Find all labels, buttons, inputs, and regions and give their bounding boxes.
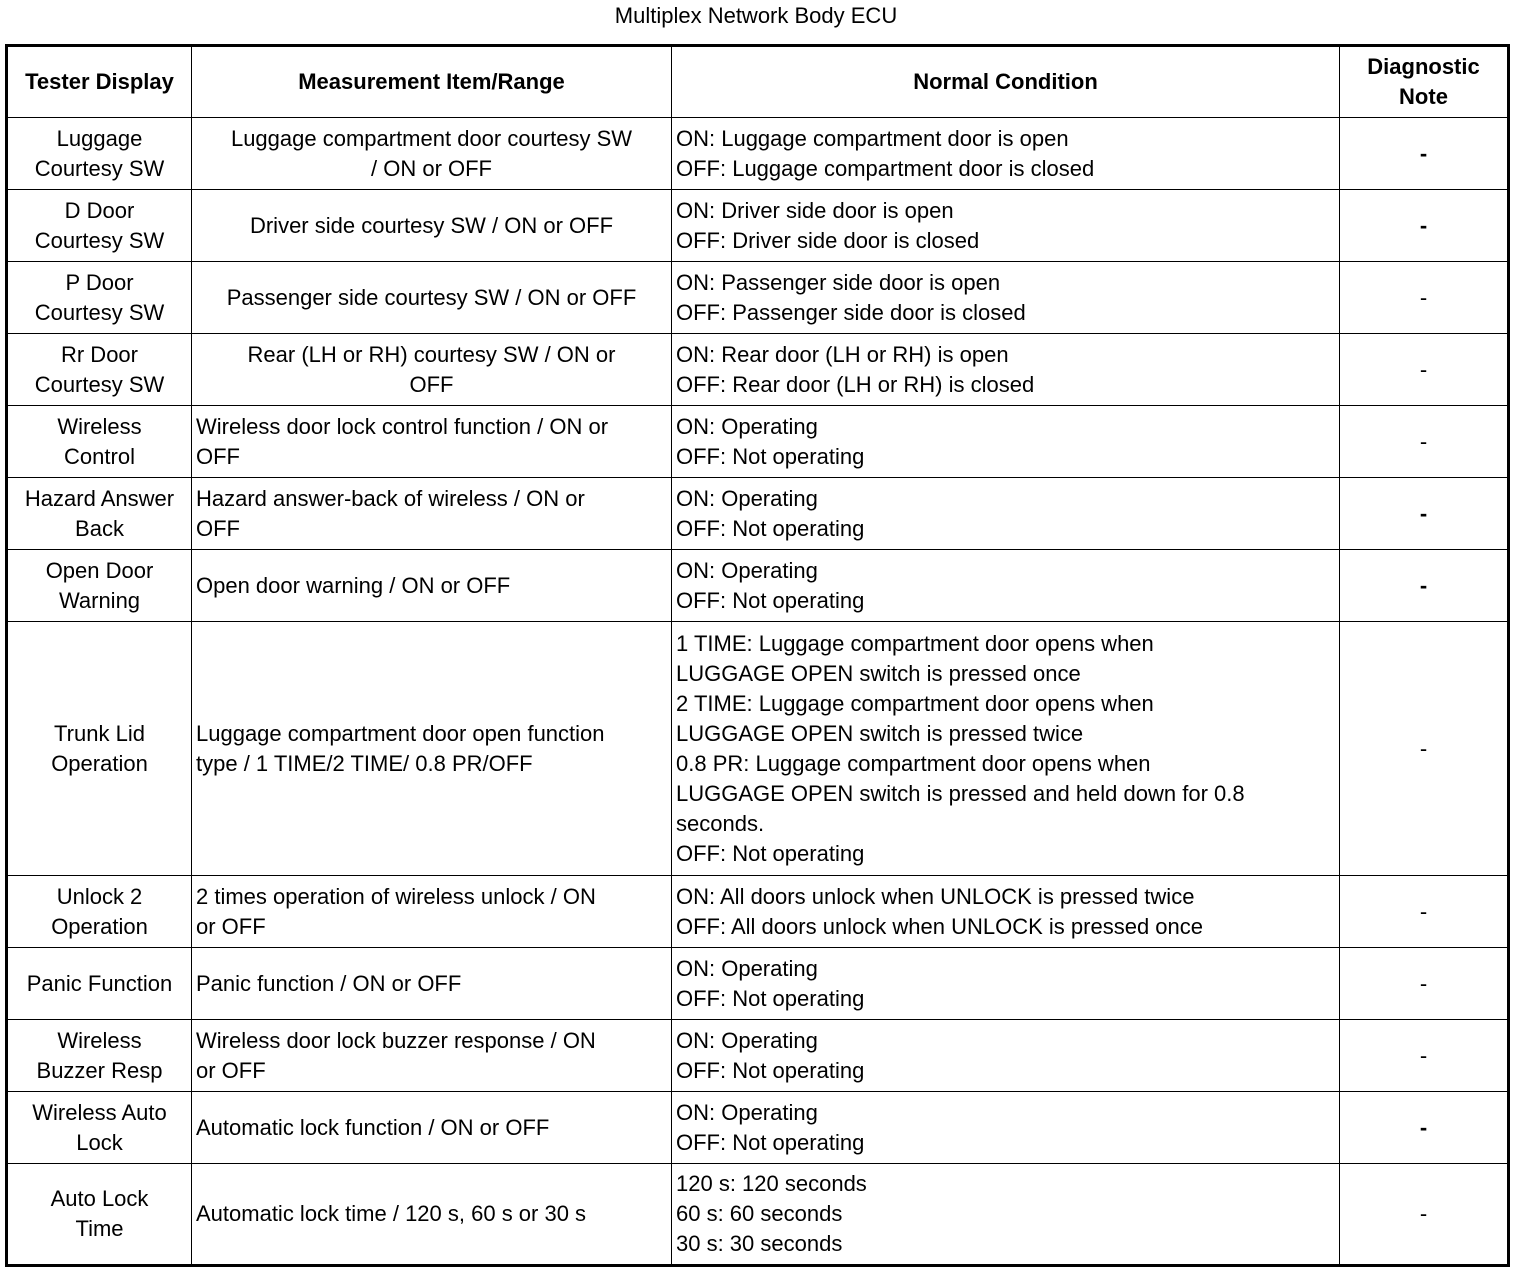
table-row — [7, 1020, 1509, 1092]
table-row — [7, 622, 1509, 876]
tester-display-cell: Wireless Auto Lock — [7, 1092, 192, 1164]
measurement-cell: Wireless door lock control function / ON or OFF — [192, 406, 672, 478]
normal-condition-cell: ON: Operating OFF: Not operating — [672, 550, 1340, 622]
measurement-cell: Wireless door lock buzzer response / ON or OFF — [192, 1020, 672, 1092]
table-row — [7, 334, 1509, 406]
measurement-cell: Automatic lock function / ON or OFF — [192, 1092, 672, 1164]
measurement-cell: Passenger side courtesy SW / ON or OFF — [192, 262, 672, 334]
table-row — [7, 118, 1509, 190]
table-row — [7, 406, 1509, 478]
table-row — [7, 1164, 1509, 1266]
measurement-cell: Hazard answer-back of wireless / ON or OFF — [192, 478, 672, 550]
tester-display-cell: Auto Lock Time — [7, 1164, 192, 1266]
table-row — [7, 876, 1509, 948]
header-row — [7, 46, 1509, 118]
page-title: Multiplex Network Body ECU — [614, 3, 898, 28]
table-row — [7, 948, 1509, 1020]
diagnostic-note-cell: - — [1340, 550, 1509, 622]
tester-display-cell: Wireless Buzzer Resp — [7, 1020, 192, 1092]
normal-condition-cell: 120 s: 120 seconds 60 s: 60 seconds 30 s: 30 seconds — [672, 1164, 1340, 1266]
table-row — [7, 478, 1509, 550]
diagnostic-note-cell: - — [1340, 118, 1509, 190]
column-header-diagnostic-note: Diagnostic Note — [1340, 46, 1509, 118]
table-row — [7, 262, 1509, 334]
data-list-table — [5, 44, 1510, 1267]
measurement-cell: Rear (LH or RH) courtesy SW / ON or OFF — [192, 334, 672, 406]
tester-display-cell: Hazard Answer Back — [7, 478, 192, 550]
table-row — [7, 550, 1509, 622]
tester-display-cell: D Door Courtesy SW — [7, 190, 192, 262]
tester-display-cell: Open Door Warning — [7, 550, 192, 622]
tester-display-cell: Luggage Courtesy SW — [7, 118, 192, 190]
tester-display-cell: P Door Courtesy SW — [7, 262, 192, 334]
normal-condition-cell: ON: All doors unlock when UNLOCK is pressed twice OFF: All doors unlock when UNLOCK is pressed once — [672, 876, 1340, 948]
tester-display-cell: Trunk Lid Operation — [7, 622, 192, 876]
diagnostic-note-cell: - — [1340, 406, 1509, 478]
tester-display-cell: Rr Door Courtesy SW — [7, 334, 192, 406]
measurement-cell: Automatic lock time / 120 s, 60 s or 30 s — [192, 1164, 672, 1266]
diagnostic-note-cell: - — [1340, 1092, 1509, 1164]
normal-condition-cell: ON: Operating OFF: Not operating — [672, 1020, 1340, 1092]
diagnostic-note-cell: - — [1340, 1020, 1509, 1092]
normal-condition-cell: ON: Passenger side door is open OFF: Passenger side door is closed — [672, 262, 1340, 334]
column-header-measurement: Measurement Item/Range — [192, 46, 672, 118]
normal-condition-cell: ON: Driver side door is open OFF: Driver side door is closed — [672, 190, 1340, 262]
measurement-cell: Driver side courtesy SW / ON or OFF — [192, 190, 672, 262]
normal-condition-cell: ON: Operating OFF: Not operating — [672, 478, 1340, 550]
normal-condition-cell: ON: Operating OFF: Not operating — [672, 406, 1340, 478]
measurement-cell: Panic function / ON or OFF — [192, 948, 672, 1020]
table-row — [7, 190, 1509, 262]
tester-display-cell: Panic Function — [7, 948, 192, 1020]
diagnostic-note-cell: - — [1340, 622, 1509, 876]
measurement-cell: Open door warning / ON or OFF — [192, 550, 672, 622]
normal-condition-cell: 1 TIME: Luggage compartment door opens when LUGGAGE OPEN switch is pressed once 2 TIME: Luggage compartment door opens when LUGGAGE OPEN switch is pressed twice 0.8 PR: Luggage compartment door opens when LUGGAGE OPEN switch is pressed and held down for 0.8 seconds. OFF: Not operating — [672, 622, 1340, 876]
column-header-tester-display: Tester Display — [7, 46, 192, 118]
diagnostic-note-cell: - — [1340, 948, 1509, 1020]
diagnostic-note-cell: - — [1340, 262, 1509, 334]
tester-display-cell: Wireless Control — [7, 406, 192, 478]
normal-condition-cell: ON: Rear door (LH or RH) is open OFF: Rear door (LH or RH) is closed — [672, 334, 1340, 406]
normal-condition-cell: ON: Operating OFF: Not operating — [672, 1092, 1340, 1164]
diagnostic-note-cell: - — [1340, 1164, 1509, 1266]
tester-display-cell: Unlock 2 Operation — [7, 876, 192, 948]
diagnostic-note-cell: - — [1340, 876, 1509, 948]
diagnostic-note-cell: - — [1340, 334, 1509, 406]
column-header-normal-condition: Normal Condition — [672, 46, 1340, 118]
table-row — [7, 1092, 1509, 1164]
normal-condition-cell: ON: Luggage compartment door is open OFF: Luggage compartment door is closed — [672, 118, 1340, 190]
diagnostic-note-cell: - — [1340, 190, 1509, 262]
measurement-cell: 2 times operation of wireless unlock / ON or OFF — [192, 876, 672, 948]
diagnostic-note-cell: - — [1340, 478, 1509, 550]
measurement-cell: Luggage compartment door courtesy SW / ON or OFF — [192, 118, 672, 190]
normal-condition-cell: ON: Operating OFF: Not operating — [672, 948, 1340, 1020]
measurement-cell: Luggage compartment door open function type / 1 TIME/2 TIME/ 0.8 PR/OFF — [192, 622, 672, 876]
